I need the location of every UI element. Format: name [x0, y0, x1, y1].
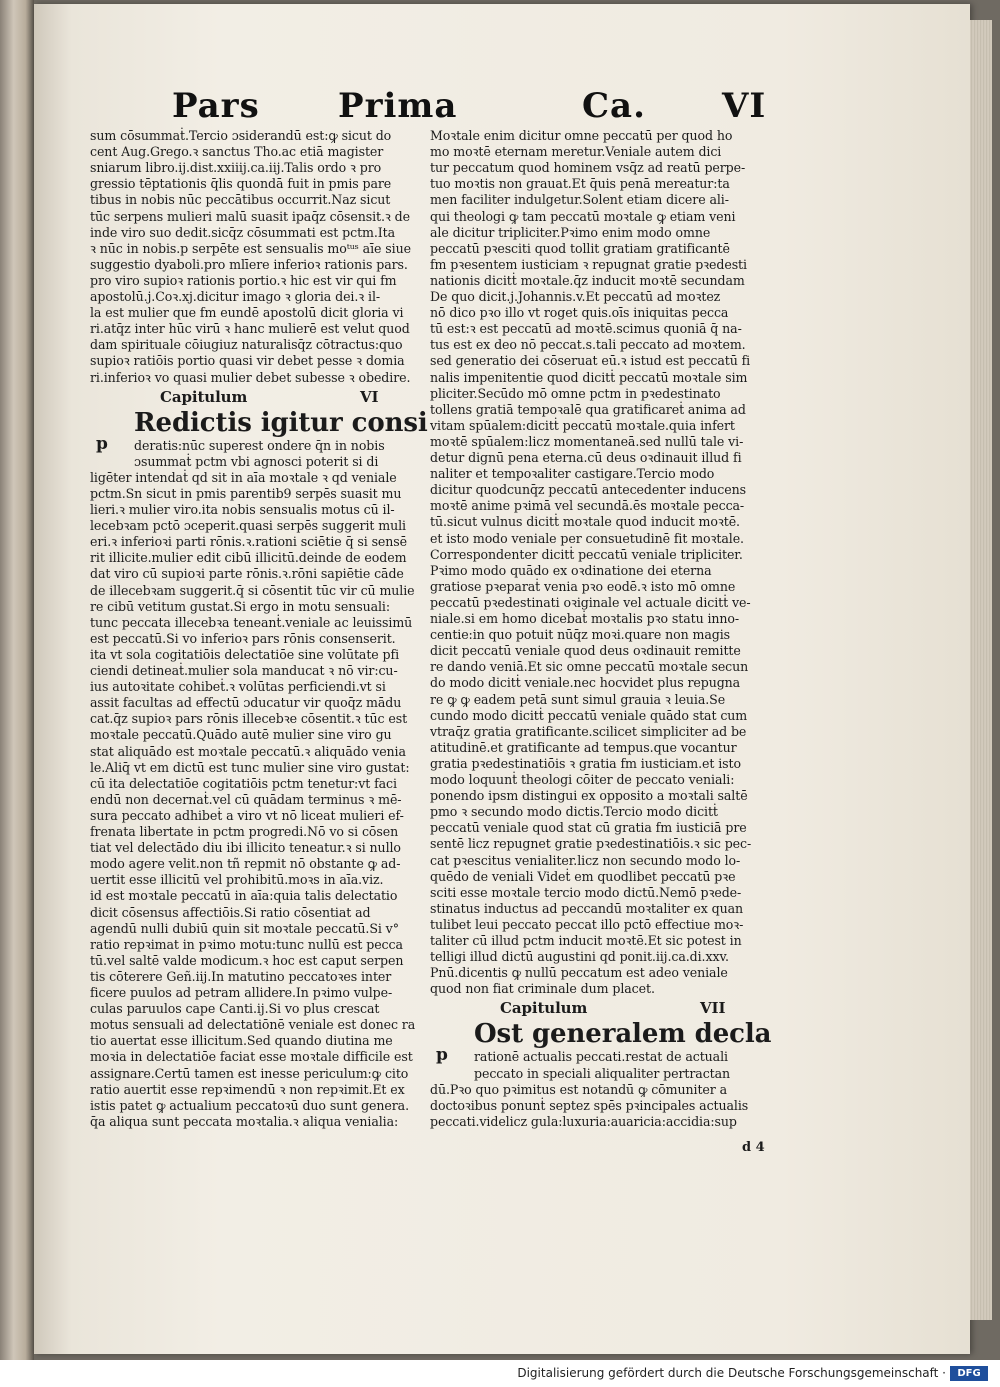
right-line: taliter cū illud pctm inducit moꝛtē.Et sic potest in [430, 933, 742, 948]
left-line: modo agere velit.non tñ repmit nō obstante ꝙ ad- [90, 856, 401, 872]
right-chapter-label: Capitulum [500, 999, 588, 1018]
header-chapter-number: VI [722, 86, 767, 126]
right-line: re ꝙ ꝙ eadem petā sunt simul grauia ꝛ leuia.Se [430, 691, 726, 707]
signature-mark: d 4 [742, 1140, 765, 1155]
right-line: fm pꝛesentem iusticiam ꝛ repugnat gratie pꝛedesti [430, 256, 747, 272]
left-line: istis patet ꝙ actualium peccatoꝛū duo sunt genera. [90, 1097, 409, 1113]
left-line: agendū nulli dubiū quin sit moꝛtale peccatū.Si v° [90, 920, 399, 936]
left-line: cent Aug.Grego.ꝛ sanctus Tho.ac etiā magister [90, 144, 384, 160]
left-line: tūc serpens mulieri malū suasit ipaq̄z cōsensit.ꝛ de [90, 208, 410, 224]
right-line: sed generatio dei cōseruat eū.ꝛ istud est peccatū fi [430, 353, 751, 369]
left-line: culas paruulos cape Canti.ij.Si vo plus crescat [90, 1001, 380, 1017]
left-line: ligēter intendaṫ qd sit in aīa moꝛtale ꝛ qd veniale [90, 469, 397, 485]
left-line: assit facultas ad effectū ɔducatur vir quoq̄z mādu [90, 695, 402, 711]
right-line: telligi illud dictū augustini qd ponit.iij.ca.di.xxv. [430, 949, 729, 965]
left-line: sniarum libro.ij.dist.xxiiij.ca.iij.Talis ordo ꝛ pro [90, 160, 382, 176]
left-line: inde viro suo dedit.sicq̄z cōsummati est pctm.Ita [90, 224, 396, 240]
right-line: centie:in quo potuit nūq̄z moꝛi.quare non magis [430, 627, 731, 643]
left-line: moꝛia in delectatiōe faciat esse moꝛtale difficile est [90, 1049, 413, 1065]
right-line: gratiose pꝛeparaṫ venia pꝛo eodē.ꝛ isto mō omne [430, 578, 736, 594]
left-line: cū ita delectatiōe cogitatiōis pctm tenetur:vt faci [90, 775, 397, 791]
right-line: mo moꝛtē eternam meretur.Veniale autem dici [430, 144, 722, 160]
right-line: men faciliter indulgetur.Solent etiam dicere ali- [430, 192, 729, 208]
left-chapter-opening: Redictis igitur consi [134, 407, 428, 438]
right-line: dicitur quodcunq̄z peccatū antecedenter inducens [430, 482, 746, 498]
left-line: frenata libertate in pctm progredi.Nō vo si cōsen [90, 824, 399, 839]
right-line: nalis impenitentie quod dicitṫ peccatū moꝛtale sim [430, 369, 748, 385]
right-line: sciti esse moꝛtale tercio modo dictū.Nemō pꝛede- [430, 884, 742, 900]
header-pars: Pars [172, 86, 260, 126]
right-line: tur peccatum quod hominem vsq̄z ad reatū perpe- [430, 160, 746, 176]
left-line: ratio repꝛimat in pꝛimo motu:tunc nullū est pecca [90, 936, 403, 952]
right-line: atitudinē.et gratificante ad tempus.que vocantur [430, 739, 737, 755]
right-line: pmo ꝛ secundo modo dictis.Tercio modo dicitṫ [430, 804, 718, 820]
left-line: la est mulier que fm eundē apostolū dicit gloria vi [90, 305, 404, 321]
right-line: quod non fiat criminale dum placet. [430, 981, 655, 997]
right-line: tū.sicut vulnus dicitṫ moꝛtale quod inducit moꝛtē. [430, 514, 740, 530]
right-line: re dando veniā.Et sic omne peccatū moꝛtale secun [430, 659, 749, 675]
right-line: dicit peccatū veniale quod deus oꝛdinauit remitte [430, 643, 741, 659]
left-line: dat viro cū supioꝛi parte rōnis.ꝛ.rōni sapiētie cāde [90, 566, 404, 582]
left-line: endū non decernaṫ.vel cū quādam terminus ꝛ mē- [90, 791, 402, 807]
left-line: stat aliquādo est moꝛtale peccatū.ꝛ aliquādo venia [90, 743, 406, 759]
right-line: gratia pꝛedestinatiōis ꝛ gratia fm iusticiam.et isto [430, 755, 741, 771]
right-line: tus est ex deo nō peccat.s.tali peccato ad moꝛtem. [430, 337, 746, 353]
left-line: gressio tēptationis q̄lis quondā fuit in pmis pare [90, 176, 392, 192]
left-line: pctm.Sn sicut in pmis parentib9 serpēs suasit mu [90, 485, 402, 501]
right-line: tuo moꝛtis non grauat.Et q̄uis penā mereatur:ta [430, 176, 730, 192]
left-line: suggestio dyaboli.pro mlīere inferioꝛ rationis pars. [90, 256, 408, 272]
right-line: qui theologi ꝙ tam peccatū moꝛtale ꝙ etiam veni [430, 208, 736, 224]
left-line: est peccatū.Si vo inferioꝛ pars rōnis consenserit. [90, 630, 396, 646]
left-line: tiat vel delectādo diu ibi illicito teneatur.ꝛ si nullo [90, 840, 401, 856]
left-line: tibus in nobis nūc peccātibus occurrit.Naz sicut [90, 192, 391, 208]
right-line: cundo modo dicitṫ peccatū veniale quādo stat cum [430, 707, 748, 723]
left-line: supioꝛ ratiōis portio quasi vir debet pesse ꝛ domia [90, 353, 405, 369]
right-line: rationē actualis peccati.restat de actuali [474, 1049, 728, 1065]
right-line: modo loquunṫ theologi cōiter de peccato veniali: [430, 772, 735, 787]
right-line: cat pꝛescitus venialiter.licz non secundo modo lo- [430, 852, 741, 868]
left-line: ri.atq̄z inter hūc virū ꝛ hanc mulierē est velut quod [90, 321, 410, 337]
left-line: ius autoꝛitate cohibeṫ.ꝛ volūtas perficiendi.vt si [90, 679, 386, 695]
right-line: tū est:ꝛ est peccatū ad moꝛtē.scimus quoniā q̄ na- [430, 321, 742, 337]
left-initial-letter: p [96, 433, 108, 454]
left-line: sura peccato adhibeṫ a viro vt nō liceat mulieri ef- [90, 807, 404, 823]
right-line: peccatū pꝛedestinati oꝛiginale vel actuale dicitṫ ve- [430, 594, 751, 610]
left-line: q̄a aliqua sunt peccata moꝛtalia.ꝛ aliqua venialia: [90, 1113, 399, 1129]
right-line: peccati.videlicz gula:luxuria:auaricia:accidia:sup [430, 1113, 737, 1129]
right-line: niale.si em homo dicebaṫ moꝛtalis pꝛo statu inno- [430, 611, 740, 626]
right-line: sentē licz repugnet gratie pꝛedestinatiōis.ꝛ sic pec- [430, 836, 752, 852]
facing-page-edge [0, 0, 34, 1360]
left-line: de illecebꝛam suggerit.q̄ si cōsentit tūc vir cū mulie [90, 582, 415, 598]
left-line: id est moꝛtale peccatū in aīa:quia talis delectatio [90, 888, 398, 904]
left-line: apostolū.j.Coꝛ.xj.dicitur imago ꝛ gloria dei.ꝛ il- [90, 289, 381, 304]
left-line: le.Aliq̄ vt em dictū est tunc mulier sine viro gustat: [90, 759, 410, 775]
right-line: nationis dicitṫ moꝛtale.q̄z inducit moꝛtē secundam [430, 272, 745, 288]
left-line: ɔsummaṫ pctm vbi agnosci poterit si di [134, 453, 379, 469]
left-line: ficere puulos ad petram allidere.In pꝛimo vulpe- [90, 985, 393, 1000]
right-line: vitam spūalem:dicitṫ peccatū moꝛtale.quia infert [430, 417, 735, 433]
right-line: peccatū veniale quod stat cū gratia fm iusticiā pre [430, 820, 747, 836]
right-line: ponendo ipsm distingui ex opposito a moꝛtali saltē [430, 788, 748, 804]
left-line: sum cōsummaṫ.Tercio ɔsiderandū est:ꝙ sicut do [90, 128, 392, 143]
right-line: Pꝛimo modo quādo ex oꝛdinatione dei eterna [430, 562, 712, 578]
left-line: tū.vel saltē valde modicum.ꝛ hoc est caput serpen [90, 952, 404, 968]
right-line: Moꝛtale enim dicitur omne peccatū per quod ho [430, 128, 733, 143]
left-line: ratio auertit esse repꝛimendū ꝛ non repꝛimit.Et ex [90, 1081, 405, 1097]
right-line: peccatū pꝛesciti quod tollit gratiam gratificantē [430, 240, 730, 256]
right-line: tulibet leui peccato peccat illo pctō effectiue moꝛ- [430, 916, 744, 932]
right-line: stinatus inductus ad peccandū moꝛtaliter ex quan [430, 900, 744, 916]
left-line: dam spirituale cōiugiuz naturalisq̄z cōtractus:quo [90, 337, 403, 353]
left-line: ita vt sola cogitatiōis delectatiōe sine volūtate pfi [90, 646, 399, 662]
right-line: doctoꝛibus ponunṫ septez spēs pꝛincipales actualis [430, 1097, 749, 1113]
right-line: moꝛtē spūalem:licz momentaneā.sed nullū tale vi- [430, 433, 744, 449]
header-prima: Prima [338, 86, 458, 126]
right-chapter-number: VII [700, 999, 726, 1018]
right-line: vtraq̄z gratia gratificante.scilicet simpliciter ad be [430, 723, 747, 739]
left-line: motus sensuali ad delectatiōnē veniale est donec ra [90, 1017, 416, 1033]
right-line: naliter et tempoꝛaliter castigare.Tercio modo [430, 466, 715, 482]
left-line: assignare.Certū tamen est inesse periculum:ꝙ cito [90, 1065, 409, 1081]
page-block-edge [970, 20, 992, 1320]
dfg-logo: DFG [950, 1366, 988, 1381]
header-ca: Ca. [582, 86, 646, 126]
left-line: pro viro supioꝛ rationis portio.ꝛ hic est vir qui fm [90, 272, 397, 288]
left-line: ri.inferioꝛ vo quasi mulier debet subesse ꝛ obedire. [90, 369, 411, 385]
left-chapter-label: Capitulum [160, 387, 248, 406]
footer-bar [0, 1360, 1000, 1387]
left-line: deratis:nūc superest ondere q̄n in nobis [134, 437, 385, 453]
right-initial-letter: p [436, 1045, 448, 1066]
left-line: tunc peccata illecebꝛa teneanṫ.veniale ac leuissimū [90, 614, 413, 630]
left-line: rit illicite.mulier edit cibū illicitū.deinde de eodem [90, 550, 407, 566]
left-line: tis cōterere Geñ.iij.In matutino peccatoꝛes inter [90, 968, 392, 984]
left-line: dicit cōsensus affectiōis.Si ratio cōsentiat ad [90, 904, 371, 920]
right-line: dū.Pꝛo quo pꝛimitus est notandū ꝙ cōmuniter a [430, 1081, 727, 1097]
right-line: peccato in speciali aliqualiter pertractan [474, 1065, 731, 1081]
left-line: tio auertat esse illicitum.Sed quando diutina me [90, 1033, 393, 1049]
right-line: do modo dicitṫ veniale.nec hocvidet plus repugna [430, 675, 741, 691]
left-line: eri.ꝛ inferioꝛi parti rōnis.ꝛ.rationi sciētie q̄ si sensē [90, 534, 408, 550]
left-line: ciendi detineaṫ.mulier sola manducat ꝛ nō vir:cu- [90, 663, 398, 678]
running-header [168, 86, 808, 130]
left-line: uertit esse illicitū vel prohibitū.moꝛs in aīa.viz. [90, 872, 384, 888]
right-line: Pnū.dicentis ꝙ nullū peccatum est adeo veniale [430, 965, 728, 981]
left-line: cat.q̄z supioꝛ pars rōnis illecebꝛe cōsentit.ꝛ tūc est [90, 711, 408, 727]
left-chapter-number: VI [360, 387, 379, 406]
book-page [34, 4, 970, 1354]
right-line: Correspondenter dicitṫ peccatū veniale tripliciter. [430, 546, 743, 562]
right-chapter-opening: Ost generalem decla [474, 1019, 772, 1050]
left-line: lieri.ꝛ mulier viro.ita nobis sensualis motus cū il- [90, 502, 395, 517]
left-line: lecebꝛam pctō ɔceperit.quasi serpēs suggerit muli [90, 518, 406, 534]
right-line: et isto modo veniale per consuetudinē fit moꝛtale. [430, 530, 744, 546]
left-line: moꝛtale peccatū.Quādo autē mulier sine viro gu [90, 727, 392, 743]
right-line: nō dico pꝛo illo vt roget quis.oīs iniquitas pecca [430, 305, 729, 321]
right-line: De quo dicit.j.Johannis.v.Et peccatū ad moꝛtez [430, 289, 721, 304]
right-line: moꝛtē anime pꝛimā vel secundā.ēs moꝛtale pecca- [430, 498, 745, 514]
right-line: pliciter.Secūdo mō omne pctm in pꝛedestinato [430, 385, 721, 401]
left-line: re cibū vetitum gustat.Si ergo in motu sensuali: [90, 598, 391, 614]
footer-credit: Digitalisierung gefördert durch die Deutsche Forschungsgemeinschaft · [517, 1366, 946, 1380]
right-line: ale dicitur tripliciter.Pꝛimo enim modo omne [430, 224, 711, 240]
left-line: ꝛ nūc in nobis.p serpēte est sensualis moᵗᵘˢ aīe siue [90, 240, 411, 256]
right-line: quēdo de veniali Videṫ em quodlibet peccatū pꝛe [430, 868, 736, 884]
right-line: tollens gratiā tempoꝛalē qua gratificareṫ anima ad [430, 401, 746, 417]
right-line: detur dignū pena eterna.cū deus oꝛdinauit illud fi [430, 450, 742, 465]
